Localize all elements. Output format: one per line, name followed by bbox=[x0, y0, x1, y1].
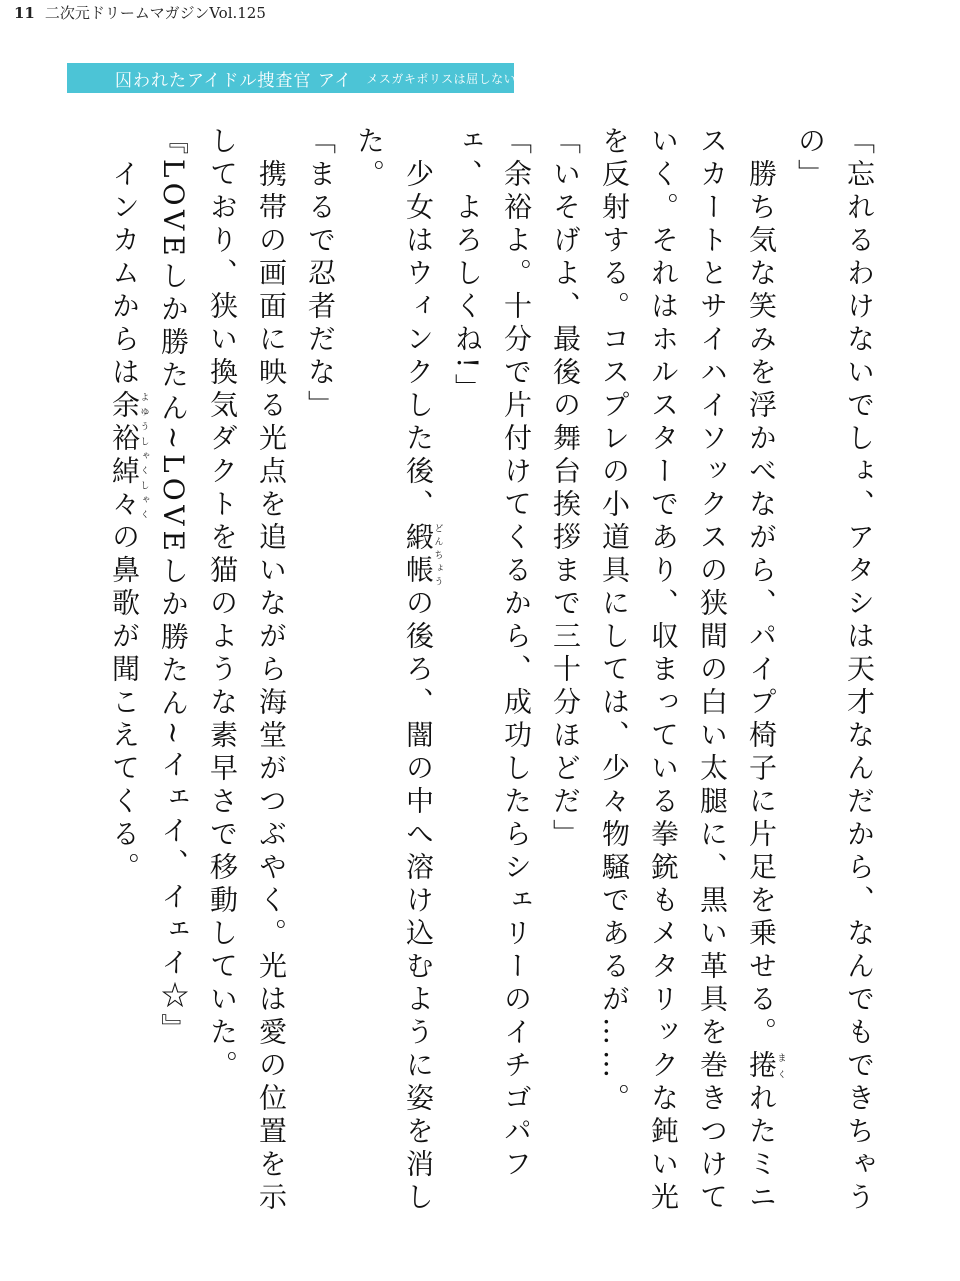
text-run: 『LOVEしか勝たん~LOVEしか勝たん~イェイ、イェイ☆』 bbox=[157, 126, 190, 1047]
ruby-reading: よゆうしゃくしゃく bbox=[138, 390, 149, 522]
text-run: 「忘れるわけないでしょ、アタシは天才なんだから、なんでもできちゃうの」 bbox=[794, 126, 876, 1215]
story-title: 囚われたアイドル捜査官 アイ bbox=[115, 70, 353, 91]
text-run: の鼻歌が聞こえてくる。 bbox=[108, 522, 141, 885]
paragraph bbox=[100, 126, 149, 1246]
paragraph bbox=[541, 126, 590, 1246]
ruby-annotation bbox=[108, 390, 149, 522]
text-run: 「余裕よ。十分で片付けてくるから、成功したらシェリーのイチゴパフェ、よろしくね!」 bbox=[451, 126, 533, 1182]
text-run: の後ろ、闇の中へ溶け込むように姿を消した。 bbox=[353, 126, 435, 1215]
ruby-reading: どんちょう bbox=[432, 522, 443, 588]
text-run: 勝ち気な笑みを浮かべながら、パイプ椅子に片足を乗せる。 bbox=[745, 126, 778, 1050]
paragraph bbox=[443, 126, 541, 1246]
paragraph bbox=[590, 126, 786, 1246]
vertical-text-column bbox=[100, 126, 884, 1246]
story-title-banner bbox=[67, 63, 522, 93]
page-number: 11 bbox=[14, 4, 35, 22]
magazine-title bbox=[45, 2, 266, 23]
paragraph bbox=[345, 126, 443, 1246]
magazine-name: 二次元ドリームマガジン bbox=[44, 4, 210, 22]
paragraph bbox=[149, 126, 198, 1246]
story-subtitle: メスガキポリスは屈しない! bbox=[366, 71, 522, 86]
page-header bbox=[14, 2, 266, 26]
text-run: 少女はウィンクした後、 bbox=[402, 126, 435, 522]
text-run: れたミニスカートとサイハイソックスの狭間の白い太腿に、黒い革具を巻きつけていく。それはホルスターであり、収まっている拳銃もメタリックな鈍い光を反射する。コスプレの小道具にしては、少々物騒であるが……。 bbox=[598, 126, 778, 1215]
ruby-base: 緞帳 bbox=[402, 522, 435, 588]
ruby-annotation bbox=[402, 522, 443, 588]
magazine-volume: Vol.125 bbox=[209, 4, 266, 22]
paragraph bbox=[198, 126, 296, 1246]
text-run: インカムからは bbox=[108, 126, 141, 390]
ruby-annotation bbox=[745, 1050, 786, 1083]
ruby-base: 捲 bbox=[745, 1050, 778, 1083]
paragraph bbox=[296, 126, 345, 1246]
ruby-reading: まく bbox=[775, 1050, 786, 1083]
text-run: 「まるで忍者だな」 bbox=[304, 126, 337, 423]
text-run: 携帯の画面に映る光点を追いながら海堂がつぶやく。光は愛の位置を示しており、狭い換気ダクトを猫のような素早さで移動していた。 bbox=[206, 126, 288, 1215]
story-body bbox=[100, 126, 876, 1246]
text-run: 「いそげよ、最後の舞台挨拶まで三十分ほどだ」 bbox=[549, 126, 582, 852]
ruby-base: 余裕綽々 bbox=[108, 390, 141, 522]
paragraph bbox=[786, 126, 884, 1246]
